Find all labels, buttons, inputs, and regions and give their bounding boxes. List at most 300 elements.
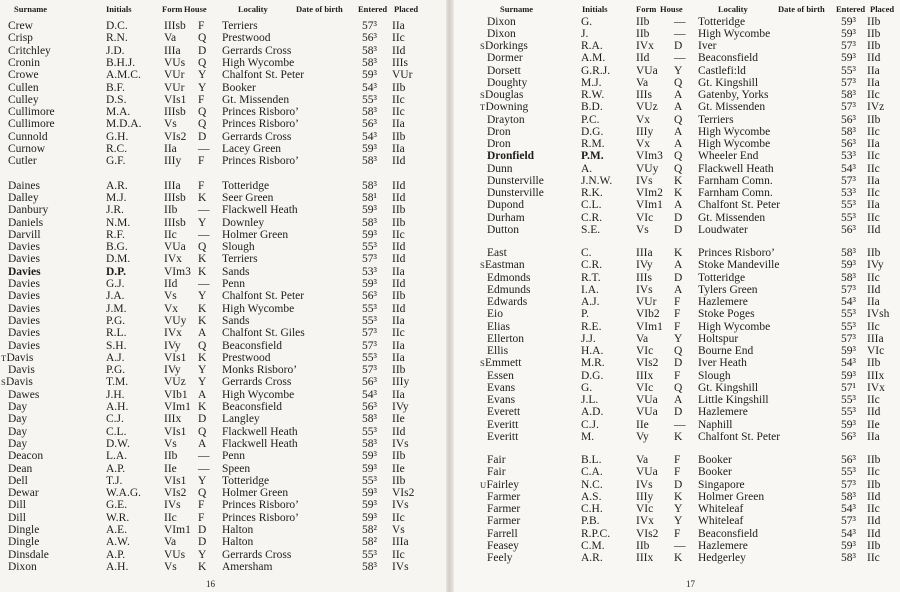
- placed-cell: IIc: [392, 228, 405, 241]
- form-cell: VIs1: [164, 425, 187, 438]
- table-row: [0, 524, 450, 537]
- house-cell: F: [198, 20, 205, 32]
- surname-cell: [1, 376, 33, 389]
- placed-cell: IIa: [867, 296, 880, 308]
- placed-cell: IVsh: [867, 308, 890, 321]
- house-cell: D: [674, 357, 683, 370]
- form-cell: IIIa: [636, 247, 653, 259]
- placed-cell: IVz: [867, 101, 885, 114]
- locality-cell: Penn: [222, 450, 245, 463]
- locality-cell: Gerrards Cross: [222, 44, 292, 57]
- table-row: [0, 118, 450, 131]
- header-date-of-birth: Date of birth: [296, 4, 343, 14]
- locality-cell: Gerrards Cross: [222, 548, 292, 561]
- form-cell: IVx: [636, 515, 654, 528]
- header-entered: Entered: [836, 4, 866, 14]
- form-cell: VIc: [636, 381, 654, 394]
- table-row: [450, 308, 900, 321]
- surname-text: Davis: [6, 376, 33, 389]
- table-row: [0, 94, 450, 107]
- initials-cell: J.M.: [106, 302, 127, 315]
- locality-cell: Beaconsfield: [698, 52, 759, 65]
- locality-cell: Booker: [222, 81, 256, 94]
- table-row: [450, 382, 900, 395]
- surname-cell: Davies: [8, 265, 41, 278]
- surname-cell: Daniels: [8, 216, 44, 229]
- initials-cell: B.H.J.: [106, 56, 136, 69]
- entered-cell: 55³: [841, 199, 856, 212]
- house-cell: —: [674, 539, 686, 552]
- placed-cell: VIs2: [392, 487, 415, 500]
- surname-cell: [480, 479, 519, 492]
- initials-cell: D.G.: [581, 369, 604, 382]
- entered-cell: 55³: [841, 320, 856, 333]
- initials-cell: A.E.: [106, 524, 128, 536]
- house-cell: —: [198, 228, 210, 241]
- initials-cell: R.M.: [581, 138, 605, 150]
- entered-cell: 56³: [841, 138, 856, 150]
- placed-cell: IIb: [392, 364, 406, 377]
- form-cell: Vs: [164, 118, 177, 131]
- house-cell: D: [198, 536, 207, 549]
- entered-cell: 58³: [841, 247, 856, 259]
- house-cell: Q: [198, 106, 207, 119]
- surname-cell: East: [487, 247, 507, 259]
- initials-cell: J.R.: [106, 204, 124, 217]
- locality-cell: Gerrards Cross: [222, 376, 292, 389]
- house-cell: A: [674, 199, 683, 212]
- locality-cell: Terriers: [698, 113, 734, 126]
- page-number-right: 17: [686, 579, 695, 589]
- form-cell: VIm2: [636, 187, 663, 199]
- placed-cell: IIIa: [392, 536, 409, 549]
- surname-cell: Crisp: [8, 32, 33, 45]
- initials-cell: C.L.: [106, 425, 127, 438]
- entered-cell: 58³: [841, 552, 856, 564]
- form-cell: IIIy: [164, 155, 182, 168]
- entered-cell: 54³: [841, 357, 856, 370]
- initials-cell: M.J.: [581, 76, 602, 89]
- initials-cell: R.K.: [581, 187, 603, 199]
- house-cell: D: [674, 211, 683, 224]
- surname-cell: Dewar: [8, 487, 39, 500]
- header-house: House: [660, 4, 683, 14]
- entered-cell: 59³: [362, 499, 377, 512]
- entered-cell: 56³: [362, 118, 377, 131]
- surname-cell: Dingle: [8, 524, 40, 536]
- header-locality: Locality: [238, 4, 268, 14]
- placed-cell: IIe: [867, 418, 880, 431]
- table-row: [0, 561, 450, 574]
- locality-cell: Flackwell Heath: [698, 162, 774, 175]
- placed-cell: IIc: [392, 548, 405, 561]
- house-cell: K: [674, 430, 683, 443]
- initials-cell: D.C.: [106, 20, 128, 32]
- entered-cell: 59³: [362, 487, 377, 500]
- form-cell: VUy: [636, 162, 659, 175]
- locality-cell: Iver: [698, 40, 717, 52]
- form-cell: VIc: [636, 503, 654, 515]
- initials-cell: A.P.: [106, 462, 126, 475]
- house-cell: F: [674, 454, 681, 466]
- form-cell: IIIa: [164, 179, 181, 192]
- placed-cell: IIc: [867, 89, 880, 101]
- table-row: [0, 106, 450, 119]
- header-date-of-birth: Date of birth: [778, 4, 825, 14]
- surname-cell: Dorsett: [487, 64, 521, 77]
- entered-cell: 59³: [841, 259, 856, 272]
- locality-cell: Gt. Kingshill: [698, 76, 759, 89]
- initials-cell: J.H.: [106, 388, 125, 401]
- initials-cell: C.R.: [581, 259, 603, 272]
- locality-cell: Lacey Green: [222, 143, 282, 155]
- initials-cell: B.D.: [581, 101, 603, 114]
- placed-cell: IId: [392, 155, 406, 168]
- form-cell: VIs1: [164, 93, 187, 106]
- table-row: [0, 253, 450, 266]
- form-cell: IVs: [164, 499, 181, 512]
- locality-cell: Beaconsfield: [222, 401, 283, 413]
- surname-cell: Dell: [8, 474, 28, 487]
- table-row: [0, 290, 450, 303]
- header-surname: Surname: [500, 4, 534, 14]
- table-row: [0, 143, 450, 156]
- initials-cell: P.G.: [106, 314, 126, 327]
- initials-cell: C.H.: [581, 503, 603, 515]
- house-cell: Q: [198, 241, 207, 254]
- header-placed: Placed: [394, 4, 419, 14]
- placed-cell: IIc: [867, 271, 880, 284]
- entered-cell: 53³: [841, 187, 856, 199]
- table-row: [0, 463, 450, 476]
- placed-cell: IIc: [867, 187, 880, 199]
- house-cell: D: [674, 478, 683, 491]
- placed-cell: IId: [392, 179, 406, 192]
- initials-cell: C.: [581, 247, 592, 259]
- initials-cell: B.F.: [106, 81, 125, 94]
- placed-cell: IIa: [392, 351, 405, 364]
- initials-cell: C.M.: [581, 539, 605, 552]
- house-cell: Y: [198, 81, 207, 94]
- entered-cell: 59³: [362, 278, 377, 290]
- entered-cell: 57³: [841, 76, 856, 89]
- placed-cell: IIb: [867, 478, 881, 491]
- entered-cell: 55³: [841, 211, 856, 224]
- table-row: [450, 272, 900, 285]
- placed-cell: IIb: [867, 357, 881, 370]
- locality-cell: Langley: [222, 413, 260, 426]
- locality-cell: High Wycombe: [222, 302, 295, 315]
- locality-cell: Princes Risboro’: [222, 511, 299, 524]
- house-cell: F: [674, 296, 681, 308]
- form-cell: Vx: [164, 302, 179, 315]
- entered-cell: 56³: [362, 376, 377, 389]
- initials-cell: J.N.W.: [581, 174, 613, 187]
- surname-text: Emmett: [485, 357, 522, 370]
- entered-cell: 55³: [362, 474, 377, 487]
- placed-cell: IIa: [867, 174, 880, 187]
- surname-cell: Cutler: [8, 155, 37, 168]
- surname-cell: Crew: [8, 20, 33, 32]
- entered-cell: 57³: [841, 515, 856, 528]
- surname-cell: Elias: [487, 320, 510, 333]
- placed-cell: IVs: [392, 437, 409, 450]
- form-cell: VUr: [164, 69, 185, 82]
- house-cell: F: [674, 369, 681, 382]
- placed-cell: IId: [867, 515, 881, 528]
- initials-cell: J.: [581, 27, 589, 40]
- placed-cell: IIc: [867, 466, 880, 479]
- entered-cell: 53³: [362, 265, 377, 278]
- placed-cell: IIc: [867, 394, 880, 406]
- header-entered: Entered: [358, 4, 388, 14]
- house-cell: D: [674, 271, 683, 284]
- initials-cell: M.J.: [106, 191, 127, 204]
- locality-cell: Speen: [222, 462, 251, 475]
- form-cell: IVs: [636, 174, 653, 187]
- locality-cell: Terriers: [222, 253, 258, 266]
- surname-cell: Edmonds: [487, 271, 531, 284]
- table-row: [0, 340, 450, 353]
- house-cell: A: [198, 327, 207, 340]
- placed-cell: IIc: [392, 327, 405, 340]
- placed-cell: IIc: [867, 150, 880, 163]
- entered-cell: 54³: [841, 296, 856, 308]
- initials-cell: G.J.: [106, 278, 125, 290]
- form-cell: Vx: [636, 138, 651, 150]
- initials-cell: R.C.: [106, 143, 128, 155]
- surname-cell: Dunsterville: [487, 174, 544, 187]
- placed-cell: IIe: [392, 413, 405, 426]
- entered-cell: 57³: [362, 20, 377, 32]
- placed-cell: IIb: [392, 290, 406, 303]
- form-cell: VIm3: [636, 150, 663, 163]
- locality-cell: Whiteleaf: [698, 503, 744, 515]
- initials-cell: G.F.: [106, 155, 126, 168]
- initials-cell: G.R.J.: [581, 64, 611, 77]
- placed-cell: IId: [867, 223, 881, 236]
- initials-cell: M.D.A.: [106, 118, 142, 131]
- form-cell: IIIs: [636, 89, 652, 101]
- locality-cell: Chalfont St. Peter: [698, 430, 781, 443]
- locality-cell: Princes Risboro’: [222, 118, 299, 131]
- house-cell: Y: [198, 548, 207, 561]
- surname-cell: Dunsterville: [487, 187, 544, 199]
- surname-cell: Drayton: [487, 113, 525, 126]
- form-cell: IIc: [164, 511, 177, 524]
- initials-cell: J.J.: [581, 332, 596, 345]
- entered-cell: 56³: [362, 401, 377, 413]
- house-cell: A: [198, 388, 207, 401]
- form-cell: VIs2: [636, 527, 659, 540]
- initials-cell: M.A.: [106, 106, 131, 119]
- locality-cell: Hazlemere: [698, 539, 748, 552]
- form-cell: IIIsb: [164, 216, 186, 229]
- placed-cell: IIc: [392, 511, 405, 524]
- placed-cell: IIc: [392, 106, 405, 119]
- form-cell: Vs: [164, 290, 177, 303]
- table-row: [450, 175, 900, 188]
- surname-cell: Farmer: [487, 490, 521, 503]
- locality-cell: Chalfont St. Peter: [698, 199, 781, 212]
- entered-cell: 53³: [841, 150, 856, 163]
- form-cell: VUa: [636, 406, 658, 419]
- header-surname: Surname: [14, 4, 48, 14]
- locality-cell: Stoke Poges: [698, 308, 755, 321]
- form-cell: IIIsb: [164, 191, 186, 204]
- table-row: [450, 52, 900, 65]
- house-cell: Q: [198, 32, 207, 45]
- form-cell: Va: [164, 32, 177, 45]
- locality-cell: Iver Heath: [698, 357, 747, 370]
- locality-cell: Booker: [698, 466, 732, 479]
- initials-cell: I.A.: [581, 283, 599, 296]
- placed-cell: IVx: [867, 381, 885, 394]
- table-row: [0, 499, 450, 512]
- locality-cell: Singapore: [698, 478, 745, 491]
- locality-cell: Downley: [222, 216, 265, 229]
- entered-cell: 58³: [841, 125, 856, 138]
- table-row: [0, 536, 450, 549]
- table-row: [0, 303, 450, 316]
- entered-cell: 54³: [362, 130, 377, 143]
- surname-cell: Davies: [8, 314, 40, 327]
- status-prefix: T: [1, 352, 7, 363]
- locality-cell: Princes Risboro’: [222, 106, 299, 119]
- table-row: [0, 266, 450, 279]
- surname-cell: Ellis: [487, 345, 509, 357]
- form-cell: IIIx: [164, 413, 182, 426]
- house-cell: A: [198, 437, 207, 450]
- house-cell: D: [674, 40, 683, 52]
- surname-cell: Dron: [487, 125, 511, 138]
- form-cell: VUa: [636, 64, 658, 77]
- house-cell: Y: [674, 332, 683, 345]
- entered-cell: 57³: [841, 174, 856, 187]
- house-cell: K: [198, 314, 207, 327]
- house-cell: Q: [674, 150, 683, 163]
- entered-cell: 57³: [841, 332, 856, 345]
- surname-cell: [480, 101, 528, 114]
- form-cell: Vs: [164, 560, 177, 573]
- entered-cell: 59³: [841, 15, 856, 28]
- table-row: [450, 247, 900, 260]
- table-row: [450, 150, 900, 163]
- initials-cell: B.G.: [106, 241, 128, 254]
- entered-cell: 58³: [362, 106, 377, 119]
- placed-cell: Vs: [392, 524, 405, 536]
- form-cell: IIIsb: [164, 20, 186, 32]
- surname-text: Dorkings: [485, 40, 528, 52]
- locality-cell: Holmer Green: [222, 487, 289, 500]
- initials-cell: P.: [581, 308, 589, 321]
- table-row: [450, 466, 900, 479]
- table-row: [450, 419, 900, 432]
- initials-cell: A.J.: [106, 351, 125, 364]
- table-row: [450, 16, 900, 29]
- initials-cell: B.L.: [581, 454, 602, 466]
- table-row: [0, 389, 450, 402]
- entered-cell: 55³: [841, 308, 856, 321]
- table-row: [0, 475, 450, 488]
- locality-cell: Bourne End: [698, 345, 754, 357]
- form-cell: IId: [636, 52, 650, 65]
- entered-cell: 54³: [841, 503, 856, 515]
- house-cell: F: [198, 93, 205, 106]
- placed-cell: IIa: [867, 430, 880, 443]
- entered-cell: 56³: [841, 223, 856, 236]
- table-row: [450, 284, 900, 297]
- surname-cell: Everitt: [487, 430, 519, 443]
- house-cell: A: [674, 101, 683, 114]
- surname-cell: Day: [8, 401, 28, 413]
- entered-cell: 59³: [362, 228, 377, 241]
- initials-cell: A.D.: [581, 406, 604, 419]
- header-initials: Initials: [106, 4, 132, 14]
- house-cell: —: [198, 450, 210, 463]
- table-row: [450, 370, 900, 383]
- table-row: [0, 549, 450, 562]
- form-cell: IIc: [164, 228, 177, 241]
- entered-cell: 55³: [362, 93, 377, 106]
- house-cell: Q: [674, 162, 683, 175]
- locality-cell: Prestwood: [222, 351, 271, 364]
- form-cell: IIb: [164, 450, 178, 463]
- surname-cell: Everitt: [487, 418, 519, 431]
- status-prefix: S: [480, 260, 486, 271]
- surname-cell: Eio: [487, 308, 503, 321]
- table-row: [0, 512, 450, 525]
- house-cell: F: [674, 308, 681, 321]
- form-cell: IIIy: [636, 125, 654, 138]
- form-cell: IVy: [164, 364, 181, 377]
- initials-cell: N.C.: [581, 478, 603, 491]
- table-row: [0, 376, 450, 389]
- initials-cell: R.A.: [581, 40, 603, 52]
- form-cell: IIb: [636, 539, 650, 552]
- placed-cell: IIc: [867, 162, 880, 175]
- initials-cell: J.D.: [106, 44, 125, 57]
- entered-cell: 59³: [362, 69, 377, 82]
- form-cell: VIb2: [636, 308, 660, 321]
- house-cell: —: [674, 15, 686, 28]
- form-cell: VUy: [164, 314, 187, 327]
- surname-cell: Day: [8, 437, 28, 450]
- surname-cell: Ellerton: [487, 332, 525, 345]
- initials-cell: A.: [581, 162, 593, 175]
- table-row: [0, 413, 450, 426]
- table-row: [0, 229, 450, 242]
- surname-cell: Dronfield: [487, 150, 535, 163]
- locality-cell: Princes Risboro’: [222, 155, 299, 168]
- placed-cell: IIc: [867, 211, 880, 224]
- house-cell: A: [674, 89, 683, 101]
- placed-cell: IIa: [392, 118, 405, 131]
- table-row: [450, 394, 900, 407]
- house-cell: Q: [198, 425, 207, 438]
- house-cell: D: [674, 223, 683, 236]
- entered-cell: 54³: [841, 162, 856, 175]
- house-cell: K: [674, 247, 683, 259]
- locality-cell: Gerrards Cross: [222, 130, 292, 143]
- house-cell: —: [674, 418, 686, 431]
- locality-cell: Loudwater: [698, 223, 748, 236]
- placed-cell: IIa: [392, 339, 405, 352]
- placed-cell: IId: [867, 527, 881, 540]
- house-cell: Q: [198, 487, 207, 500]
- placed-cell: IIa: [867, 76, 880, 89]
- initials-cell: T.M.: [106, 376, 129, 389]
